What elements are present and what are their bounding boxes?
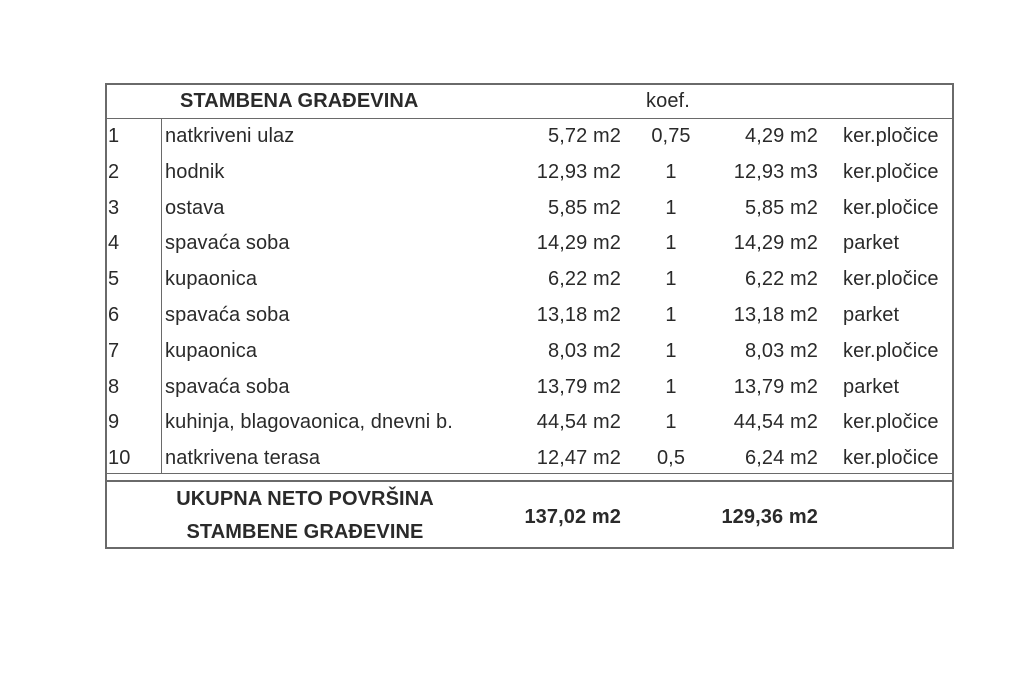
room-area: 12,47 m2: [536, 447, 621, 469]
row-number: 1: [108, 125, 120, 147]
room-name: hodnik: [165, 161, 225, 183]
room-area: 13,18 m2: [536, 304, 621, 326]
room-name: natkrivena terasa: [165, 447, 321, 469]
header-divider: [105, 118, 954, 119]
room-koef: 1: [665, 411, 677, 433]
total-divider-top: [105, 473, 954, 474]
room-name: spavaća soba: [165, 232, 290, 254]
room-koef: 1: [665, 197, 677, 219]
room-name: spavaća soba: [165, 376, 290, 398]
koef-header: koef.: [646, 90, 690, 112]
room-flooring: ker.pločice: [843, 268, 939, 290]
room-net-area: 6,24 m2: [745, 447, 818, 469]
room-name: kupaonica: [165, 340, 258, 362]
room-name: natkriveni ulaz: [165, 125, 295, 147]
room-koef: 1: [665, 232, 677, 254]
room-koef: 1: [665, 340, 677, 362]
row-number: 9: [108, 411, 120, 433]
room-net-area: 12,93 m3: [733, 161, 818, 183]
room-net-area: 13,18 m2: [733, 304, 818, 326]
room-koef: 1: [665, 304, 677, 326]
room-koef: 1: [665, 161, 677, 183]
room-koef: 1: [665, 268, 677, 290]
room-flooring: ker.pločice: [843, 197, 939, 219]
row-number: 5: [108, 268, 120, 290]
row-number: 4: [108, 232, 120, 254]
room-koef: 0,75: [651, 125, 691, 147]
room-flooring: parket: [843, 232, 900, 254]
room-area: 44,54 m2: [536, 411, 621, 433]
room-area: 5,85 m2: [548, 197, 621, 219]
room-flooring: ker.pločice: [843, 447, 939, 469]
room-flooring: ker.pločice: [843, 125, 939, 147]
number-column-divider: [161, 119, 162, 473]
total-divider-bottom: [105, 480, 954, 482]
room-flooring: parket: [843, 376, 900, 398]
room-koef: 0,5: [656, 447, 686, 469]
total-net: 129,36 m2: [721, 506, 818, 528]
room-net-area: 44,54 m2: [733, 411, 818, 433]
row-number: 6: [108, 304, 120, 326]
row-number: 8: [108, 376, 120, 398]
room-name: kuhinja, blagovaonica, dnevni b.: [165, 411, 453, 433]
room-area: 6,22 m2: [548, 268, 621, 290]
total-area: 137,02 m2: [524, 506, 621, 528]
room-name: spavaća soba: [165, 304, 290, 326]
room-net-area: 13,79 m2: [733, 376, 818, 398]
room-koef: 1: [665, 376, 677, 398]
row-number: 3: [108, 197, 120, 219]
room-net-area: 5,85 m2: [745, 197, 818, 219]
row-number: 10: [108, 447, 131, 469]
room-net-area: 4,29 m2: [745, 125, 818, 147]
room-area: 13,79 m2: [536, 376, 621, 398]
room-net-area: 8,03 m2: [745, 340, 818, 362]
room-area: 14,29 m2: [536, 232, 621, 254]
room-area: 5,72 m2: [548, 125, 621, 147]
room-name: kupaonica: [165, 268, 258, 290]
room-area: 12,93 m2: [536, 161, 621, 183]
room-flooring: ker.pločice: [843, 340, 939, 362]
room-flooring: parket: [843, 304, 900, 326]
table-title: STAMBENA GRAĐEVINA: [180, 90, 419, 112]
room-name: ostava: [165, 197, 225, 219]
room-net-area: 14,29 m2: [733, 232, 818, 254]
total-label-line2: STAMBENE GRAĐEVINE: [186, 521, 424, 543]
room-net-area: 6,22 m2: [745, 268, 818, 290]
total-label-line1: UKUPNA NETO POVRŠINA: [176, 488, 434, 510]
room-flooring: ker.pločice: [843, 411, 939, 433]
row-number: 7: [108, 340, 120, 362]
row-number: 2: [108, 161, 120, 183]
room-area: 8,03 m2: [548, 340, 621, 362]
room-flooring: ker.pločice: [843, 161, 939, 183]
